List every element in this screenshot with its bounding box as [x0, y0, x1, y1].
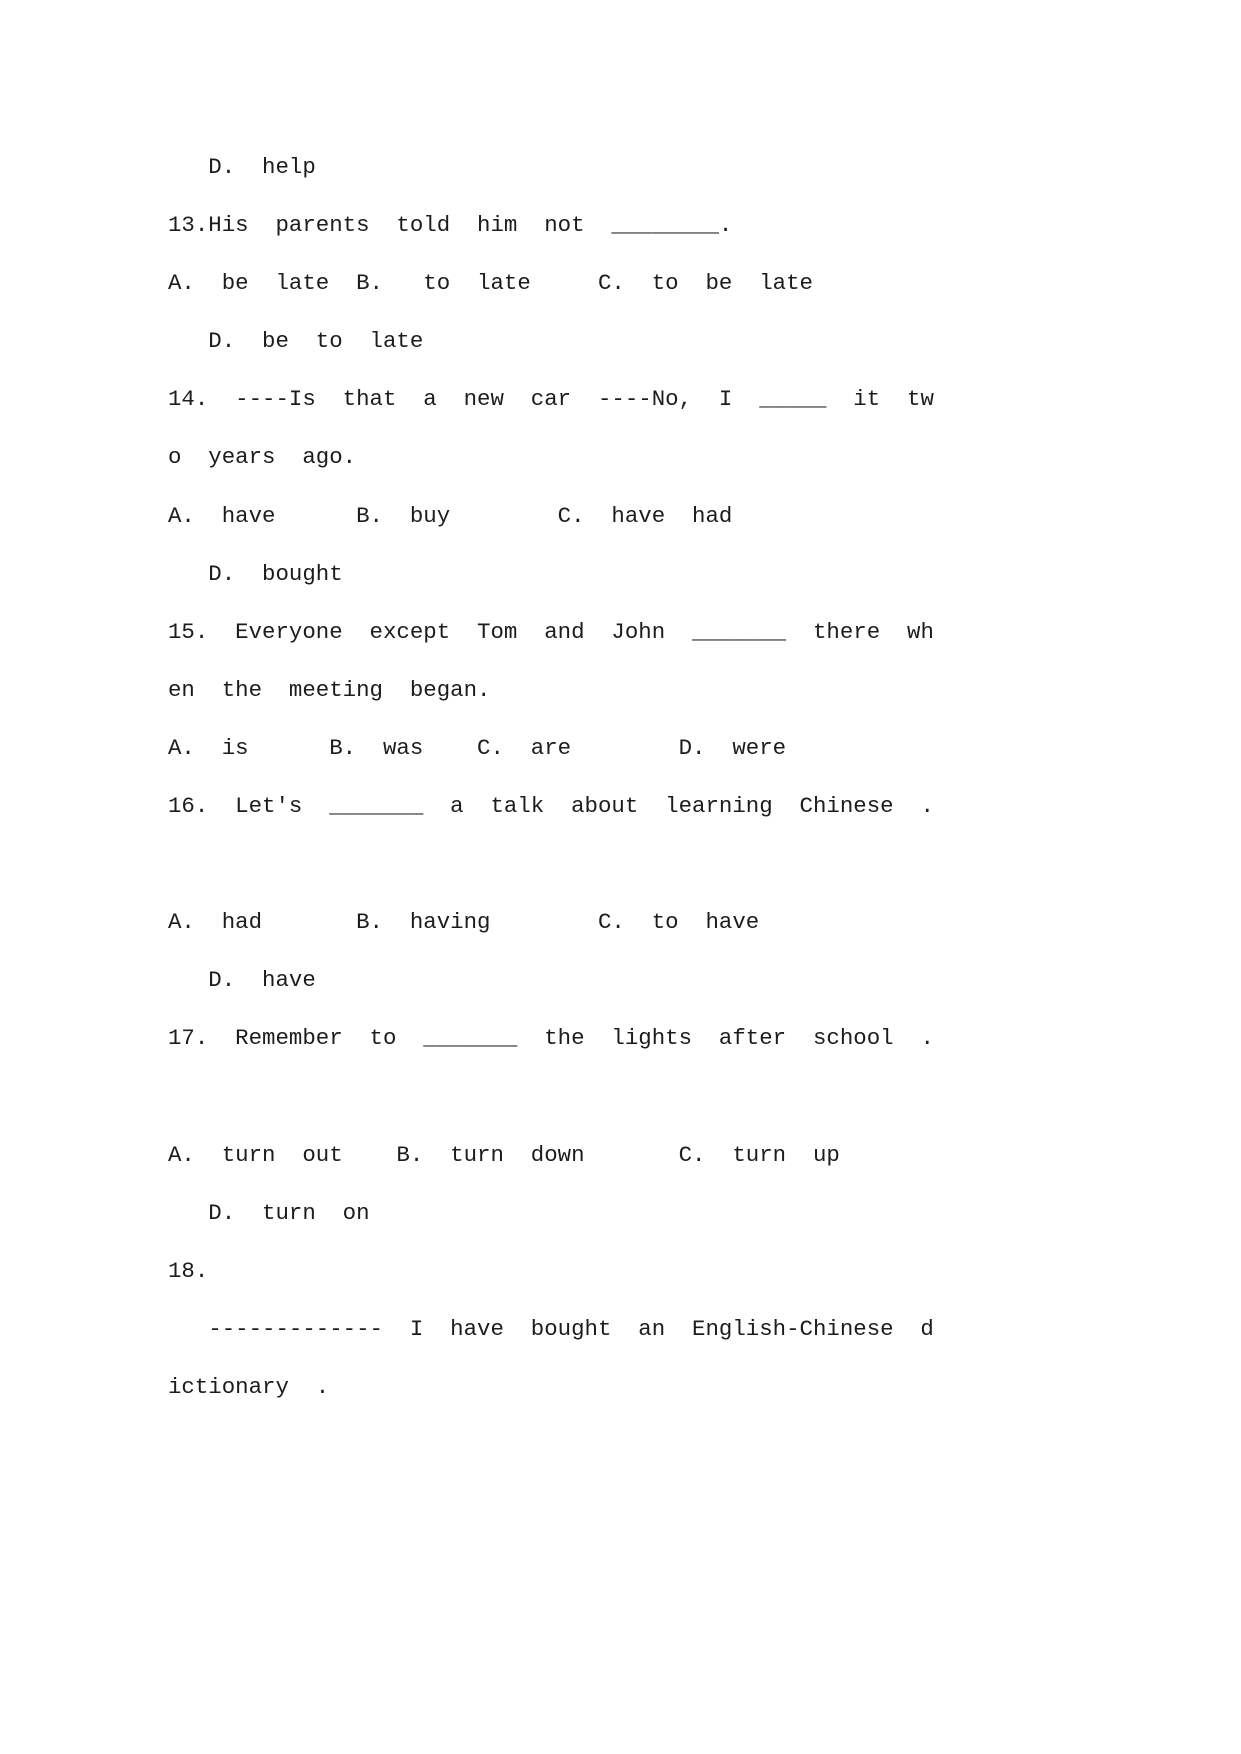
q14-stem-continued: o years ago. [168, 444, 357, 471]
q18-stem-continued: ictionary . [168, 1373, 330, 1400]
q18-number: 18. [168, 1257, 209, 1284]
q14-options-abc: A. have B. buy C. have had [168, 502, 733, 529]
q13-options-abc: A. be late B. to late C. to be late [168, 270, 813, 297]
blank-line [168, 835, 1168, 893]
q17-option-d: D. turn on [208, 1199, 370, 1226]
q16-stem: 16. Let's _______ a talk about learning Chinese . [168, 793, 934, 820]
q14-option-d: D. bought [208, 560, 343, 587]
blank-line [168, 1068, 1168, 1126]
q15-options: A. is B. was C. are D. were [168, 734, 787, 761]
q12-option-d: D. help [208, 154, 316, 180]
q15-stem: 15. Everyone except Tom and John _______ there wh [168, 618, 934, 645]
q16-option-d: D. have [208, 967, 316, 994]
q13-option-d: D. be to late [208, 328, 424, 355]
q17-options-abc: A. turn out B. turn down C. turn up [168, 1141, 840, 1168]
question-list [168, 138, 1168, 1416]
q16-options-abc: A. had B. having C. to have [168, 909, 760, 936]
q15-stem-continued: en the meeting began. [168, 676, 491, 703]
q17-stem: 17. Remember to _______ the lights after school . [168, 1025, 934, 1052]
q13-stem: 13.His parents told him not ________. [168, 212, 733, 239]
q18-stem: ------------- I have bought an English-Chinese d [208, 1315, 934, 1342]
q14-stem: 14. ----Is that a new car ----No, I _____ it tw [168, 386, 934, 413]
